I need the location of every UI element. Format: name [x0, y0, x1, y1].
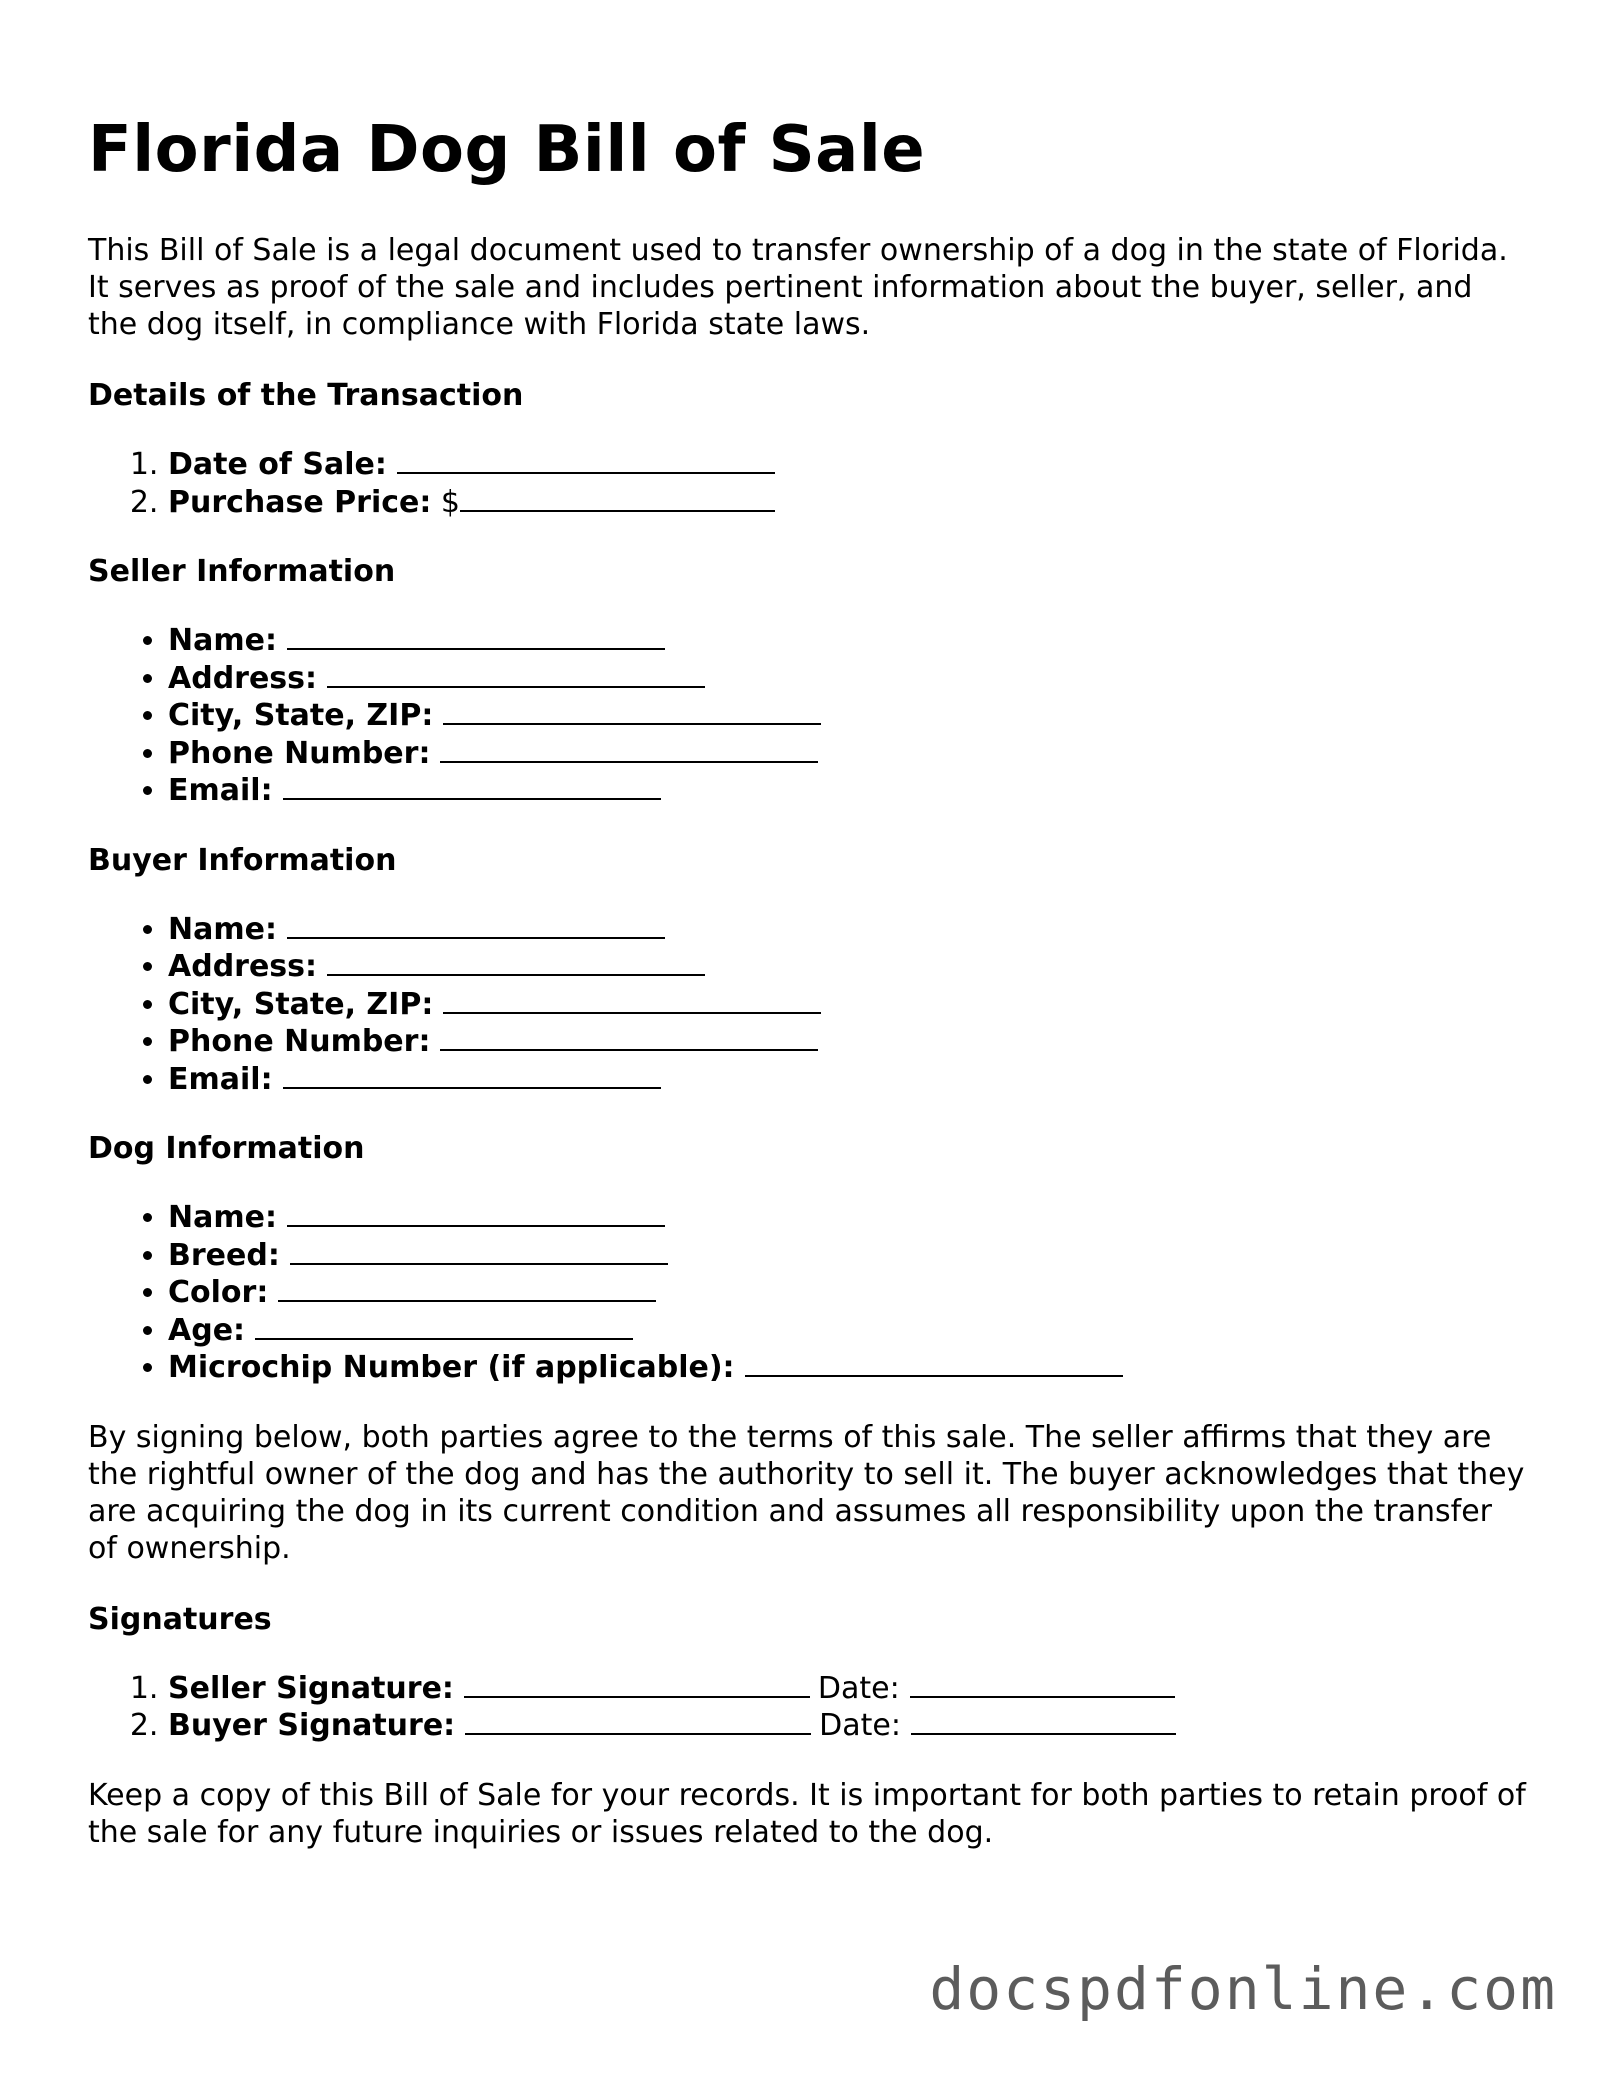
seller-phone-field[interactable] [440, 760, 818, 763]
seller-email-label: Email: [168, 773, 273, 808]
buyer-name-field[interactable] [287, 936, 665, 939]
dog-heading: Dog Information [88, 1131, 365, 1166]
purchase-price-field[interactable] [460, 509, 775, 512]
dog-color-label: Color: [168, 1275, 269, 1310]
seller-name-field[interactable] [287, 647, 665, 650]
seller-email-field[interactable] [283, 797, 661, 800]
seller-heading: Seller Information [88, 554, 396, 589]
buyer-address-field[interactable] [327, 973, 705, 976]
seller-signature-date-field[interactable] [910, 1695, 1175, 1698]
buyer-heading: Buyer Information [88, 842, 397, 878]
seller-city-label: City, State, ZIP: [168, 698, 434, 733]
dog-breed-label: Breed: [168, 1237, 280, 1273]
seller-signature-label: Seller Signature: [168, 1670, 454, 1706]
list-item [168, 772, 1528, 810]
seller-list [88, 622, 1528, 810]
closing-paragraph: Keep a copy of this Bill of Sale for your records. It is important for both parties to retain proof of the sale for any future inquiries or issues related to the dog. [88, 1777, 1526, 1850]
seller-address-label: Address: [168, 660, 318, 696]
list-item [168, 1274, 1528, 1312]
intro-paragraph: This Bill of Sale is a legal document used to transfer ownership of a dog in the state of Florida. It serves as proof of the sale and includes pertinent information about the buyer, seller, and the dog itself, in compliance with Florida state laws. [88, 233, 1508, 342]
buyer-address-label: Address: [168, 949, 318, 984]
seller-signature-date-label: Date: [817, 1670, 900, 1706]
seller-address-field[interactable] [327, 685, 705, 688]
currency-symbol: $ [440, 484, 461, 520]
list-item [168, 622, 1528, 660]
list-item [168, 697, 1528, 735]
buyer-name-label: Name: [168, 911, 277, 947]
signatures-list [88, 1670, 1528, 1745]
list-item [168, 1312, 1528, 1350]
seller-city-field[interactable] [443, 722, 821, 725]
buyer-phone-field[interactable] [440, 1048, 818, 1051]
buyer-signature-date-label: Date: [819, 1708, 901, 1743]
list-item [168, 660, 1528, 698]
list-item [168, 1061, 1528, 1099]
date-of-sale-field[interactable] [397, 471, 775, 474]
list-item [168, 735, 1528, 773]
dog-name-field[interactable] [287, 1224, 665, 1227]
list-item [168, 948, 1528, 986]
buyer-signature-label: Buyer Signature: [168, 1708, 456, 1743]
list-item [168, 1237, 1528, 1275]
list-item [168, 1199, 1528, 1237]
buyer-email-label: Email: [168, 1061, 273, 1097]
dog-age-label: Age: [168, 1312, 246, 1348]
list-item [168, 1707, 1528, 1745]
date-of-sale-label: Date of Sale: [168, 447, 387, 482]
dog-name-label: Name: [168, 1200, 277, 1235]
list-item [168, 484, 1528, 522]
seller-name-label: Name: [168, 623, 277, 658]
buyer-email-field[interactable] [283, 1086, 661, 1089]
dog-list [88, 1199, 1528, 1387]
list-item [168, 986, 1528, 1024]
buyer-city-field[interactable] [443, 1011, 821, 1014]
dog-color-field[interactable] [278, 1299, 656, 1302]
list-item [168, 911, 1528, 949]
buyer-list [88, 911, 1528, 1099]
list-item [168, 1023, 1528, 1061]
seller-signature-field[interactable] [464, 1695, 810, 1698]
buyer-signature-field[interactable] [465, 1732, 811, 1735]
seller-phone-label: Phone Number: [168, 735, 431, 771]
dog-age-field[interactable] [255, 1337, 633, 1340]
transaction-list [88, 446, 1528, 521]
signatures-heading: Signatures [88, 1601, 272, 1637]
transaction-heading: Details of the Transaction [88, 378, 524, 413]
agreement-paragraph: By signing below, both parties agree to the terms of this sale. The seller affirms that they are the rightful owner of the dog and has the authority to sell it. The buyer acknowledges that they are acquiring the dog in its current condition and assumes all responsibility upon the transfer of ownership. [88, 1419, 1525, 1566]
dog-microchip-label: Microchip Number (if applicable): [168, 1350, 735, 1385]
list-item [168, 1349, 1528, 1387]
buyer-city-label: City, State, ZIP: [168, 986, 434, 1022]
purchase-price-label: Purchase Price: [168, 484, 432, 520]
list-item [168, 446, 1528, 484]
buyer-signature-date-field[interactable] [911, 1732, 1176, 1735]
buyer-phone-label: Phone Number: [168, 1024, 431, 1059]
document-page [88, 110, 1528, 1885]
watermark-text: docspdfonline.com [929, 1955, 1557, 2023]
dog-breed-field[interactable] [290, 1262, 668, 1265]
dog-microchip-field[interactable] [745, 1374, 1123, 1377]
list-item [168, 1670, 1528, 1708]
document-title: Florida Dog Bill of Sale [88, 113, 926, 187]
